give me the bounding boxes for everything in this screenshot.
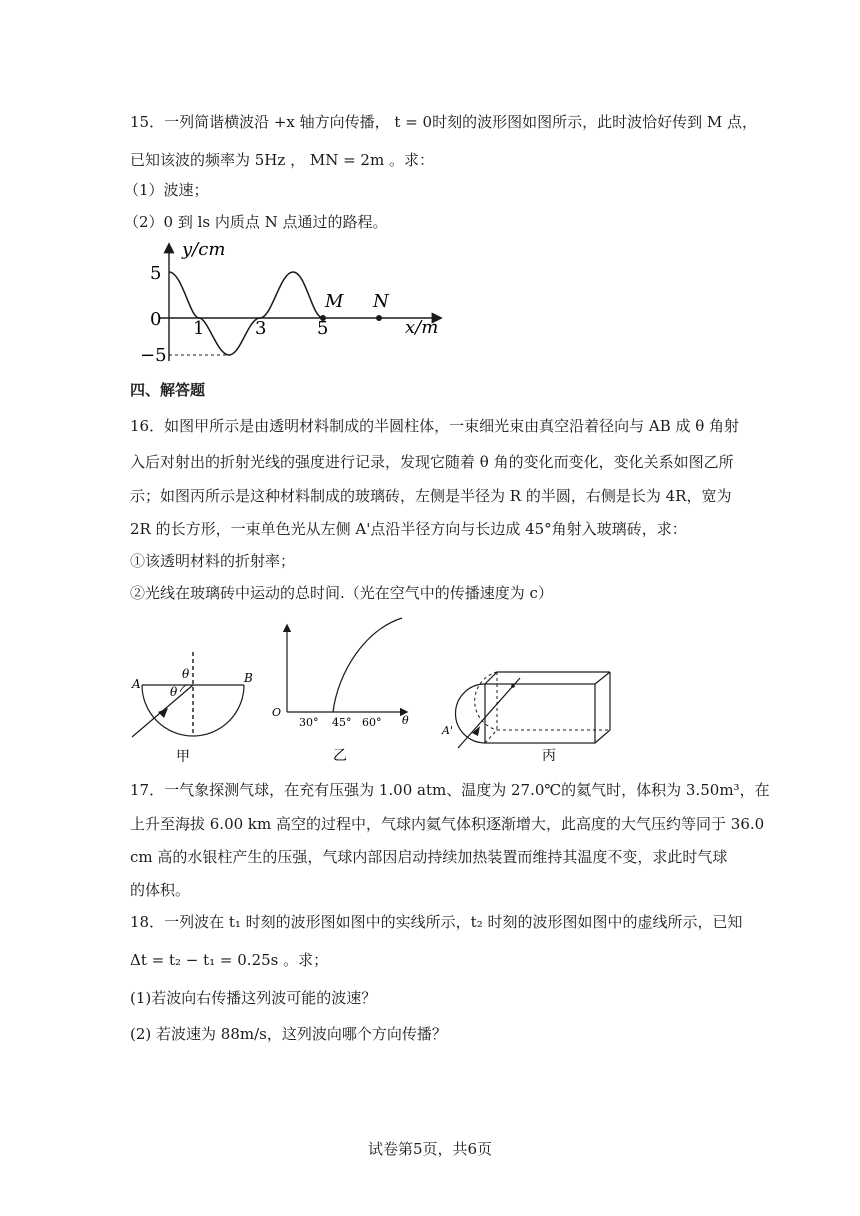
q16-figure-bing <box>440 660 620 770</box>
jia-caption: 甲 <box>176 749 190 765</box>
yi-origin: O <box>272 706 282 719</box>
q18-line-2: Δt = t₂ − t₁ = 0.25s 。求； <box>130 951 329 969</box>
bing-caption: 丙 <box>542 748 556 764</box>
q15-x-tick-1: 1 <box>193 318 205 339</box>
q15-y-tick-0: 0 <box>150 309 162 330</box>
yi-axis-theta: θ <box>402 714 409 727</box>
q15-label-m: M <box>325 291 344 312</box>
q16-line-3: 示；如图丙所示是这种材料制成的玻璃砖，左侧是半径为 R 的半圆，右侧是长为 4R，宽为 <box>130 487 732 505</box>
bing-front-face <box>485 684 595 743</box>
q18-sub-question-2: (2) 若波速为 88m/s，这列波向哪个方向传播？ <box>130 1025 447 1043</box>
q16-ask-2: ②光线在玻璃砖中运动的总时间.（光在空气中的传播速度为 c） <box>130 584 553 602</box>
q15-y-tick-neg5: −5 <box>140 345 167 365</box>
yi-intensity-curve <box>333 618 402 712</box>
q15-x-tick-3: 3 <box>255 318 267 339</box>
jia-label-b: B <box>244 671 253 685</box>
q15-y-axis-label: y/cm <box>182 239 226 260</box>
q15-sub-question-1: （1）波速； <box>124 181 209 199</box>
q15-wave-graph <box>140 235 450 365</box>
q15-x-tick-5: 5 <box>317 318 329 339</box>
q16-ask-1: ①该透明材料的折射率； <box>130 552 296 570</box>
q17-line-1: 17．一气象探测气球，在充有压强为 1.00 atm、温度为 27.0℃的氦气时，体积为 3.50m³，在 <box>130 781 770 799</box>
q18-sub-question-1: (1)若波向右传播这列波可能的波速？ <box>130 989 377 1007</box>
yi-tick-45: 45° <box>332 716 352 729</box>
q15-x-axis-label: x/m <box>405 317 439 338</box>
q16-line-1: 16．如图甲所示是由透明材料制成的半圆柱体，一束细光束由真空沿着径向与 AB 成 θ 角射 <box>130 417 740 435</box>
bing-light-ray <box>458 678 520 748</box>
q17-line-3: cm 高的水银柱产生的压强，气球内部因启动持续加热装置而维持其温度不变，求此时气球 <box>130 848 728 866</box>
yi-tick-30: 30° <box>299 716 319 729</box>
q18-line-1: 18．一列波在 t₁ 时刻的波形图如图中的实线所示，t₂ 时刻的波形图如图中的虚线所示，已知 <box>130 913 743 931</box>
q17-line-4: 的体积。 <box>130 881 191 899</box>
q15-line-1: 15．一列简谐横波沿 +x 轴方向传播， t = 0时刻的波形图如图所示，此时波恰好传到 M 点， <box>130 113 757 131</box>
q17-line-2: 上升至海拔 6.00 km 高空的过程中，气球内氦气体积逐渐增大，此高度的大气压约等同于 36.0 <box>130 815 765 833</box>
q16-line-2: 入后对射出的折射光线的强度进行记录，发现它随着 θ 角的变化而变化，变化关系如图乙所 <box>130 453 734 471</box>
bing-label-a: A' <box>442 724 453 737</box>
q16-figure-yi <box>270 612 420 767</box>
yi-caption: 乙 <box>333 748 347 764</box>
section-4-heading: 四、解答题 <box>130 381 206 399</box>
q15-label-n: N <box>373 291 389 312</box>
jia-theta-mid: θ <box>170 685 178 699</box>
yi-tick-60: 60° <box>362 716 382 729</box>
q15-wave-curve <box>169 272 323 355</box>
q15-y-tick-5: 5 <box>150 263 162 284</box>
jia-label-a: A <box>132 677 141 691</box>
q16-line-4: 2R 的长方形，一束单色光从左侧 A'点沿半径方向与长边成 45°角射入玻璃砖，求： <box>130 520 687 538</box>
q15-sub-question-2: （2）0 到 ls 内质点 N 点通过的路程。 <box>124 213 388 231</box>
page-footer: 试卷第5页，共6页 <box>367 1140 493 1158</box>
q16-figure-jia <box>128 640 258 765</box>
jia-theta-top: θ <box>182 667 190 681</box>
q15-point-n <box>376 315 382 321</box>
q15-line-2: 已知该波的频率为 5Hz ， MN = 2m 。求： <box>130 151 434 169</box>
